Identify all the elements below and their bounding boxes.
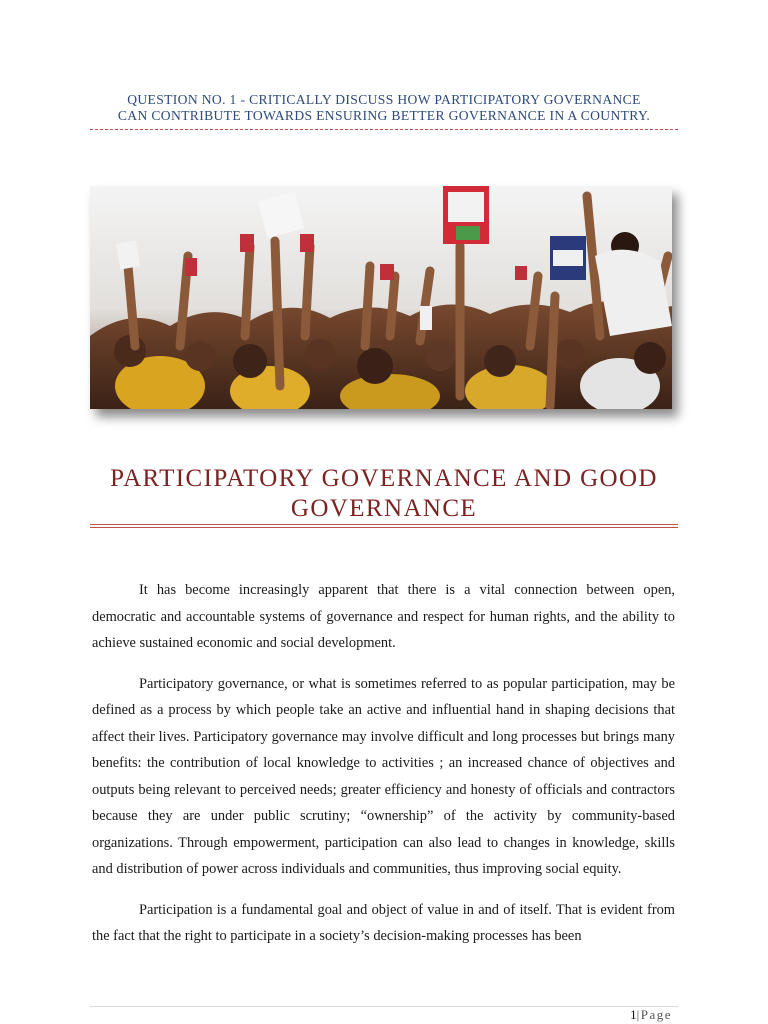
paragraph-3: Participation is a fundamental goal and object of value in and of itself. That is evident from the fact that the right to participate in a society’s decision-making processes has been — [92, 901, 675, 944]
paragraph-1: It has become increasingly apparent that there is a vital connection between open, democratic and accountable systems of governance and respect for human rights, and the ability to achieve sustained economic and social development. — [92, 582, 675, 651]
heading-divider-top — [90, 524, 678, 525]
page-separator: | — [636, 1007, 641, 1022]
crowd-voting-photo — [90, 186, 672, 409]
page-label: Page — [640, 1007, 672, 1022]
heading-divider-bottom — [90, 527, 678, 528]
section-heading — [90, 464, 678, 524]
section-heading-line-1: PARTICIPATORY GOVERNANCE AND GOOD — [110, 465, 658, 492]
question-line-1: QUESTION NO. 1 - CRITICALLY DISCUSS HOW PARTICIPATORY GOVERNANCE — [127, 92, 641, 107]
paragraph-2: Participatory governance, or what is sometimes referred to as popular participation, may be defined as a process by which people take an active and influential hand in shaping decisions that affect their lives. Participatory governance may involve difficult and long processes but brings many benefits: the contribution of local knowledge to activities ; an increased chance of objectives and outputs being relevant to perceived needs; greater efficiency and honesty of officials and contractors because they are under public scrutiny; “ownership” of the activity by community-based organizations. Through empowerment, participation can also lead to changes in knowledge, skills and distribution of power across individuals and communities, thus improving social equity. — [92, 675, 675, 877]
question-line-2: CAN CONTRIBUTE TOWARDS ENSURING BETTER GOVERNANCE IN A COUNTRY. — [117, 108, 651, 123]
page-footer — [560, 1007, 672, 1023]
page-number: 1 — [630, 1007, 637, 1022]
section-heading-line-2: GOVERNANCE — [290, 495, 478, 522]
question-title — [90, 92, 678, 124]
body-text — [92, 577, 675, 964]
question-divider — [90, 129, 678, 130]
